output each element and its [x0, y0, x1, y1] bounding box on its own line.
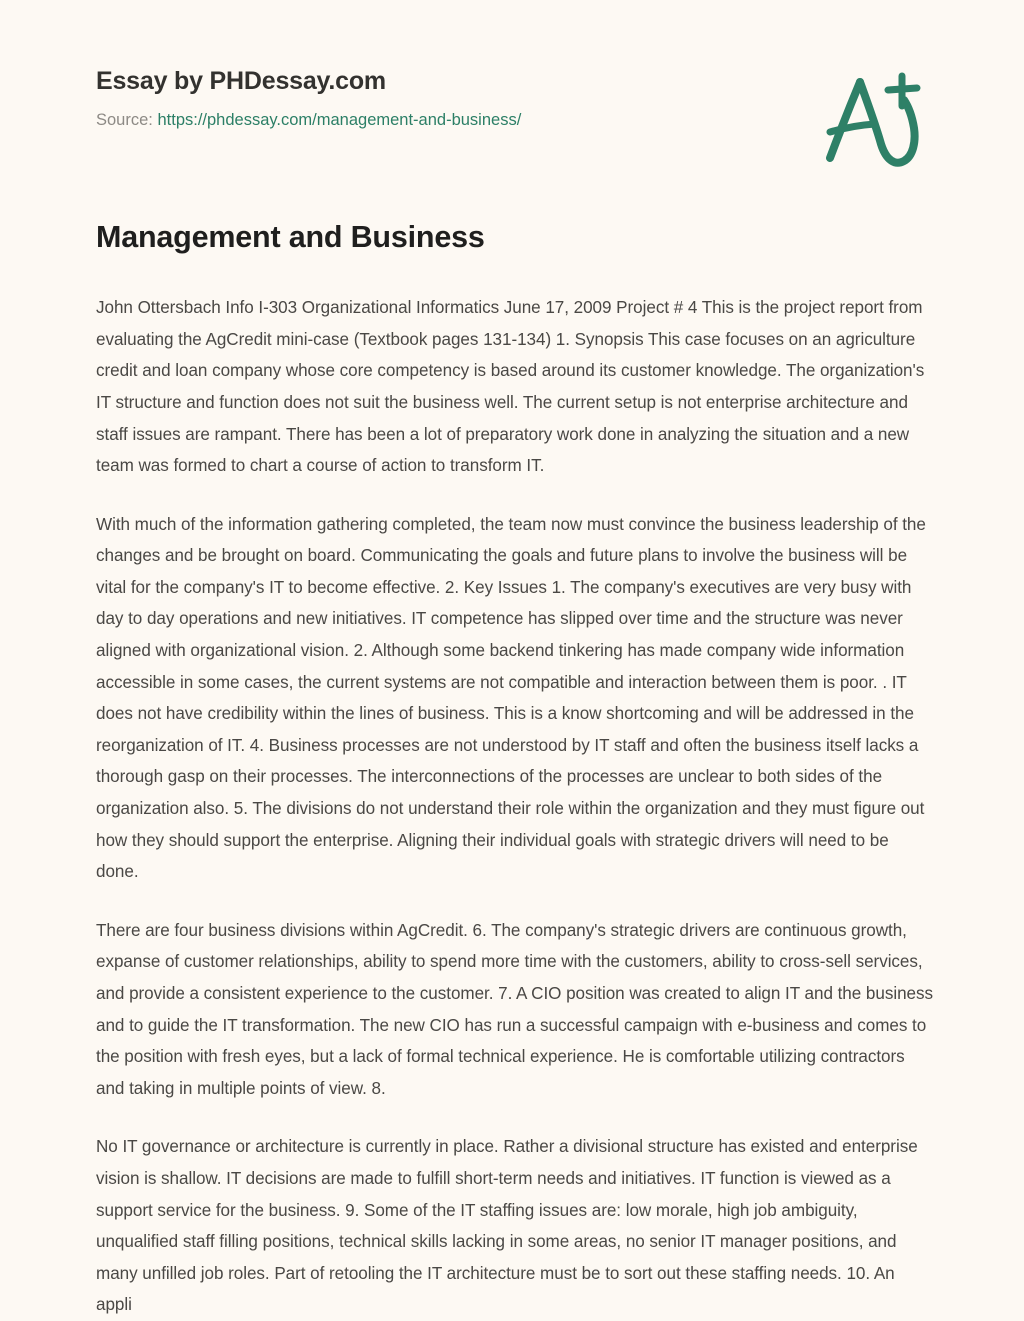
- brand-title: Essay by PHDessay.com: [96, 67, 386, 95]
- article-paragraph: There are four business divisions within AgCredit. 6. The company's strategic drivers are continuous growth, expanse of customer relationships, ability to spend more time with the customers, ability to cross-sell services, and provide a consistent experience to the customer. 7. A CIO position was created to align IT and the business and to guide the IT transformation. The new CIO has run a successful campaign with e-business and comes to the position with fresh eyes, but a lack of formal technical experience. He is comfortable utilizing contractors and taking in multiple points of view. 8.: [96, 920, 933, 1098]
- a-plus-logo: [812, 62, 932, 174]
- source-url-link[interactable]: https://phdessay.com/management-and-business/: [157, 111, 522, 129]
- article-paragraph: With much of the information gathering completed, the team now must convince the business leadership of the changes and be brought on board. Communicating the goals and future plans to involve the business will be vital for the company's IT to become effective. 2. Key Issues 1. The company's executives are very busy with day to day operations and new initiatives. IT competence has slipped over time and the structure was never aligned with organizational vision. 2. Although some backend tinkering has made company wide information accessible in some cases, the current systems are not compatible and interaction between them is poor. . IT does not have credibility within the lines of business. This is a know shortcoming and will be addressed in the reorganization of IT. 4. Business processes are not understood by IT staff and often the business itself lacks a thorough gasp on their processes. The interconnections of the processes are unclear to both sides of the organization also. 5. The divisions do not understand their role within the organization and they must figure out how they should support the enterprise. Aligning their individual goals with strategic drivers will need to be done.: [96, 514, 926, 882]
- article: [96, 218, 934, 1321]
- article-paragraph: No IT governance or architecture is currently in place. Rather a divisional structure has existed and enterprise vision is shallow. IT decisions are made to fulfill short-term needs and initiatives. IT function is viewed as a support service for the business. 9. Some of the IT staffing issues are: low morale, high job ambiguity, unqualified staff filling positions, technical skills lacking in some areas, no senior IT manager positions, and many unfilled job roles. Part of retooling the IT architecture must be to sort out these staffing needs. 10. An appli: [96, 1137, 918, 1315]
- source-line: [96, 110, 736, 131]
- page-title: Management and Business: [96, 220, 485, 254]
- article-body: [96, 292, 934, 1321]
- brand-block: [96, 66, 736, 131]
- a-plus-logo-icon: [812, 62, 932, 174]
- source-label: Source:: [96, 111, 153, 129]
- article-paragraph: John Ottersbach Info I-303 Organizational Informatics June 17, 2009 Project # 4 This is the project report from evaluating the AgCredit mini-case (Textbook pages 131-134) 1. Synopsis This case focuses on an agriculture credit and loan company whose core competency is based around its customer knowledge. The organization's IT structure and function does not suit the business well. The current setup is not enterprise architecture and staff issues are rampant. There has been a lot of preparatory work done in analyzing the situation and a new team was formed to chart a course of action to transform IT.: [96, 298, 925, 476]
- page-header: [0, 0, 1024, 190]
